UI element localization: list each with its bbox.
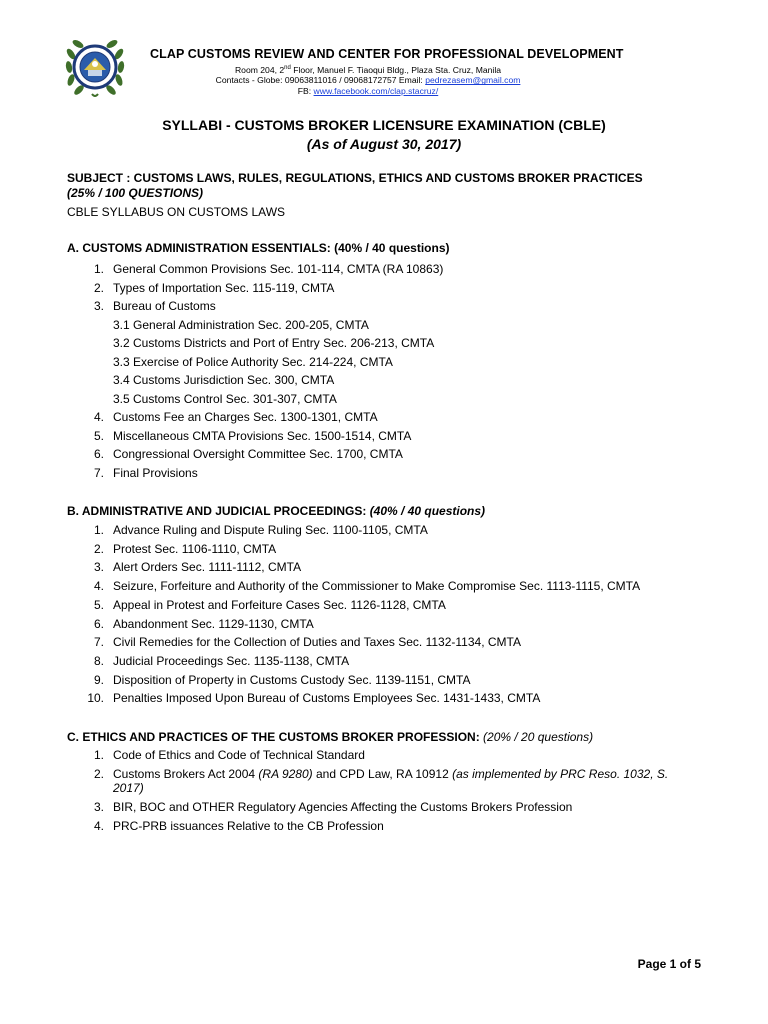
- section-c-number: 1.: [93, 748, 104, 762]
- section-b-heading: B. ADMINISTRATIVE AND JUDICIAL PROCEEDINGS:: [67, 504, 370, 518]
- address-text: Room 204, 2nd Floor, Manuel F. Tiaoqui Bldg., Plaza Sta. Cruz, Manila: [234, 64, 502, 75]
- section-c-item: BIR, BOC and OTHER Regulatory Agencies Affecting the Customs Brokers Profession: [113, 800, 573, 814]
- section_a-item: Congressional Oversight Committee Sec. 1700, CMTA: [113, 447, 403, 461]
- section_a-item: 3.5 Customs Control Sec. 301-307, CMTA: [113, 391, 337, 406]
- section_b-number: 4.: [93, 579, 104, 594]
- section_b-item: Alert Orders Sec. 1111-1112, CMTA: [113, 560, 302, 575]
- section_a-item: Customs Fee an Charges Sec. 1300-1301, CMTA: [113, 410, 378, 424]
- section_a-item: Types of Importation Sec. 115-119, CMTA: [113, 280, 335, 295]
- page-number: Page 1 of 5: [637, 957, 701, 971]
- section-c-number: 2.: [93, 767, 104, 781]
- section-c-heading-line: [67, 730, 593, 744]
- section-c-weight: (20% / 20 questions): [483, 730, 594, 744]
- section_b-number: 8.: [93, 653, 104, 668]
- fb-label: FB:: [297, 85, 314, 96]
- email-link[interactable]: pedrezasem@gmail.com: [425, 75, 521, 86]
- section_b-item: Abandonment Sec. 1129-1130, CMTA: [113, 616, 314, 631]
- section_b-number: 9.: [93, 672, 104, 687]
- item2-part-e: 2017): [113, 781, 144, 795]
- section_b-item: Judicial Proceedings Sec. 1135-1138, CMTA: [113, 653, 350, 668]
- section_a-number: 4.: [93, 410, 104, 424]
- section_a-item: 3.3 Exercise of Police Authority Sec. 214-224, CMTA: [113, 354, 393, 369]
- section_a-item: Bureau of Customs: [113, 299, 216, 313]
- section_b-item: Civil Remedies for the Collection of Duties and Taxes Sec. 1132-1134, CMTA: [113, 635, 521, 650]
- section-b-heading-line: [67, 504, 485, 518]
- section_b-item: Penalties Imposed Upon Bureau of Customs Employees Sec. 1431-1433, CMTA: [113, 691, 541, 706]
- section_b-number: 2.: [93, 541, 104, 556]
- section_b-number: 10.: [87, 691, 104, 706]
- contacts-text: Contacts - Globe: 09063811016 / 09068172757 Email:: [215, 75, 426, 86]
- address: [150, 63, 586, 75]
- section_a-item: Final Provisions: [113, 465, 198, 480]
- section_a-number: 3.: [93, 299, 104, 313]
- section_a-item: Miscellaneous CMTA Provisions Sec. 1500-1514, CMTA: [113, 428, 412, 443]
- section_a-number: 1.: [93, 262, 104, 276]
- section-c-heading: C. ETHICS AND PRACTICES OF THE CUSTOMS BROKER PROFESSION:: [67, 730, 484, 744]
- section-a-heading: A. CUSTOMS ADMINISTRATION ESSENTIALS: (40% / 40 questions): [67, 241, 450, 255]
- section_b-number: 3.: [93, 560, 104, 575]
- contacts-line: [150, 75, 586, 86]
- section_b-item: Seizure, Forfeiture and Authority of the Commissioner to Make Compromise Sec. 1113-1115, CMTA: [113, 579, 641, 594]
- section_b-item: Disposition of Property in Customs Custody Sec. 1139-1151, CMTA: [113, 672, 471, 687]
- item2-part-c: and CPD Law, RA 10912: [312, 767, 453, 781]
- section_a-item: General Common Provisions Sec. 101-114, CMTA (RA 10863): [113, 262, 444, 276]
- syllabus-title: CBLE SYLLABUS ON CUSTOMS LAWS: [67, 205, 286, 219]
- section_a-number: 6.: [93, 447, 104, 461]
- section_a-item: 3.1 General Administration Sec. 200-205, CMTA: [113, 317, 369, 332]
- section_a-number: 7.: [93, 465, 104, 480]
- fb-line: [150, 86, 586, 97]
- item2-part-a: Customs Brokers Act 2004: [113, 767, 259, 781]
- facebook-link[interactable]: www.facebook.com/clap.stacruz/: [313, 85, 439, 96]
- clap-seal-logo: [62, 34, 128, 100]
- section_b-item: Protest Sec. 1106-1110, CMTA: [113, 541, 277, 556]
- subject-line: SUBJECT : CUSTOMS LAWS, RULES, REGULATIONS, ETHICS AND CUSTOMS BROKER PRACTICES: [67, 171, 643, 185]
- section_b-item: Appeal in Protest and Forfeiture Cases Sec. 1126-1128, CMTA: [113, 597, 446, 612]
- section_b-number: 5.: [93, 597, 104, 612]
- document-title: SYLLABI - CUSTOMS BROKER LICENSURE EXAMINATION (CBLE): [162, 117, 606, 133]
- section_b-number: 6.: [93, 616, 104, 631]
- letterhead: [150, 47, 630, 96]
- section_a-item: 3.2 Customs Districts and Port of Entry Sec. 206-213, CMTA: [113, 336, 435, 350]
- section-c-number: 4.: [93, 819, 104, 833]
- section_a-number: 5.: [93, 428, 104, 443]
- subject-weight: (25% / 100 QUESTIONS): [67, 186, 204, 200]
- section-c-number: 3.: [93, 800, 104, 814]
- section-c-item: PRC-PRB issuances Relative to the CB Profession: [113, 819, 384, 833]
- section-c-item: Code of Ethics and Code of Technical Standard: [113, 748, 365, 762]
- document-subtitle: (As of August 30, 2017): [306, 136, 462, 152]
- item2-part-b: (RA 9280): [258, 767, 313, 781]
- section-c-item: [113, 767, 668, 781]
- item2-part-d: (as implemented by PRC Reso. 1032, S.: [452, 767, 669, 781]
- section_a-number: 2.: [93, 280, 104, 295]
- section_b-number: 1.: [93, 523, 104, 537]
- section_a-item: 3.4 Customs Jurisdiction Sec. 300, CMTA: [113, 373, 335, 387]
- org-name: CLAP CUSTOMS REVIEW AND CENTER FOR PROFESSIONAL DEVELOPMENT: [150, 47, 624, 61]
- section_b-number: 7.: [93, 635, 104, 650]
- section-b-weight: (40% / 40 questions): [369, 504, 486, 518]
- section_b-item: Advance Ruling and Dispute Ruling Sec. 1100-1105, CMTA: [113, 523, 428, 537]
